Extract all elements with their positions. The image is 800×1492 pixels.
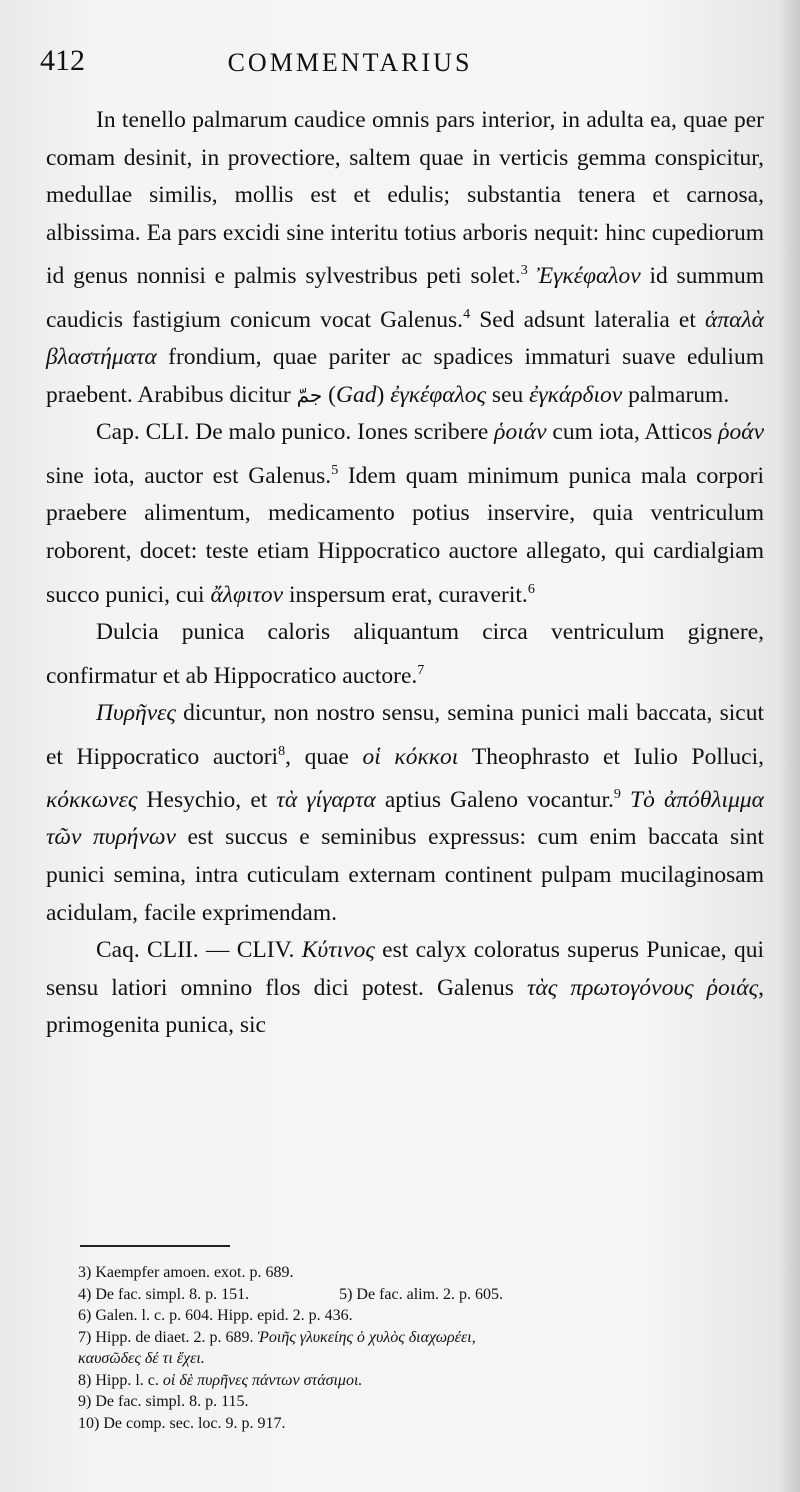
text-run: Cap. CLI. De malo punico. Iones scribere <box>96 419 495 446</box>
text-run: Idem quam minimum punica mala corpori praebere alimentum, medicamento potius inservire, quia ventriculum roborent, docet: teste etiam Hippocratico auctore allegato, qui cardialgiam succo punici, cui <box>46 462 765 608</box>
text-run: Caq. CLII. — CLIV. <box>96 937 302 964</box>
text-run: est calyx coloratus superus Punicae, qui sensu latiori omnino flos dici potest. Galenus <box>46 937 764 1001</box>
text-run: dicuntur, non nostro sensu, semina punici mali baccata, sicut et Hippocratico auctori <box>46 700 764 770</box>
greek-term: ἄλφιτον <box>210 581 284 608</box>
text-run: aptius Galeno vocantur. <box>375 786 614 813</box>
greek-term: τὰ γίγαρτα <box>276 786 376 813</box>
greek-term: Τὸ ἀπόθλιμμα τῶν πυρήνων <box>46 786 765 851</box>
greek-term: τὰς πρωτογόνους ῥοιάς <box>527 974 759 1001</box>
footnote-ref: 6 <box>527 581 535 597</box>
footnote-ref: 7 <box>417 662 425 678</box>
greek-term: οἱ κόκκοι <box>362 743 459 770</box>
text-run: , primogenita punica, sic <box>46 974 765 1039</box>
text-run: Hesychio, et <box>137 786 277 813</box>
footnote-separator <box>80 1245 230 1247</box>
page-gutter-shadow <box>778 0 800 1492</box>
text-run: cum iota, Atticos <box>546 419 719 446</box>
greek-term: Gad <box>336 381 377 408</box>
footnote-ref: 4 <box>463 306 471 322</box>
paragraph <box>46 414 764 614</box>
page-number: 412 <box>40 44 85 77</box>
paragraph <box>46 102 764 414</box>
body-text <box>46 102 764 1045</box>
text-run: Theophrasto et Iulio Polluci, <box>458 743 764 770</box>
text-run: sine iota, auctor est Galenus. <box>46 462 332 489</box>
footnote-9: 9) De fac. simpl. 8. p. 115. <box>78 1393 249 1410</box>
text-run: seu <box>486 381 530 408</box>
footnote-10: 10) De comp. sec. loc. 9. p. 917. <box>78 1414 286 1432</box>
greek-term: Ἐγκέφαλον <box>536 263 641 290</box>
text-run: ( <box>322 381 336 408</box>
text-run: In tenello palmarum caudice omnis pars interior, in adulta ea, quae per comam desinit, in provectiore, saltem quae in verticis gemma conspicitur, medullae similis, mollis est et edulis; substantia tenera et carnosa, albissima. Ea pars excidi sine interitu totius arboris nequit: hinc cupediorum id genus nonnisi e palmis sylvestribus peti solet. <box>46 107 764 290</box>
text-run: est succus e seminibus expressus: cum enim baccata sint punici semina, intra cuticulam externam continent pulpam mucilaginosam acidulam, facile exprimendam. <box>46 824 764 926</box>
greek-term: Κύτινος <box>301 937 375 964</box>
footnote-4: 4) De fac. simpl. 8. p. 151. <box>78 1285 250 1303</box>
page-header <box>40 44 760 94</box>
greek-term: ἐγκέφαλος <box>390 381 487 408</box>
footnotes <box>78 1262 768 1434</box>
text-run: Sed adsunt lateralia et <box>470 306 706 333</box>
text-run: ) <box>376 381 391 408</box>
greek-term: ῥοάν <box>718 419 765 446</box>
text-run <box>621 787 630 813</box>
footnote-ref: 9 <box>613 787 621 803</box>
greek-term: κόκκωνες <box>46 786 138 813</box>
paragraph <box>46 695 764 932</box>
footnote-3: 3) Kaempfer amoen. exot. p. 689. <box>78 1264 294 1281</box>
arabic-term: جمّ <box>296 382 323 407</box>
footnote-ref: 3 <box>520 263 528 279</box>
footnote-5: 5) De fac. alim. 2. p. 605. <box>339 1285 504 1303</box>
text-run: frondium, quae pariter ac spadices immaturi suave edulium praebent. Arabibus dicitur <box>46 344 764 408</box>
greek-term: ἐγκάρδιον <box>529 381 623 408</box>
footnote-7-cont: καυσῶδες δέ τι ἔχει. <box>78 1350 205 1367</box>
text-run: id summum caudicis fastigium conicum vocat Galenus. <box>46 263 764 333</box>
text-run <box>528 263 537 289</box>
footnote-8: 8) Hipp. l. c. οἱ δὲ πυρῆνες πάντων στάσιμοι. <box>78 1371 363 1389</box>
footnote-7: 7) Hipp. de diaet. 2. p. 689. Ῥοιῆς γλυκείης ὁ χυλὸς διαχωρέει, <box>78 1328 476 1346</box>
greek-term: Πυρῆνες <box>96 700 176 727</box>
text-run: inspersum erat, curaverit. <box>283 581 528 608</box>
greek-term: ῥοιάν <box>494 419 547 446</box>
paragraph <box>46 614 764 695</box>
text-run: , quae <box>285 743 363 770</box>
running-title: COMMENTARIUS <box>227 48 473 77</box>
text-run: palmarum. <box>622 381 730 408</box>
footnote-6: 6) Galen. l. c. p. 604. Hipp. epid. 2. p. 436. <box>78 1307 353 1324</box>
greek-term: ἁπαλὰ βλαστήματα <box>46 306 765 371</box>
footnote-ref: 5 <box>331 463 339 478</box>
footnote-4-5 <box>78 1284 768 1306</box>
footnote-ref: 8 <box>278 743 286 759</box>
text-run: Dulcia punica caloris aliquantum circa ventriculum gignere, confirmatur et ab Hippocratico auctore. <box>46 619 764 689</box>
paragraph <box>46 932 764 1045</box>
